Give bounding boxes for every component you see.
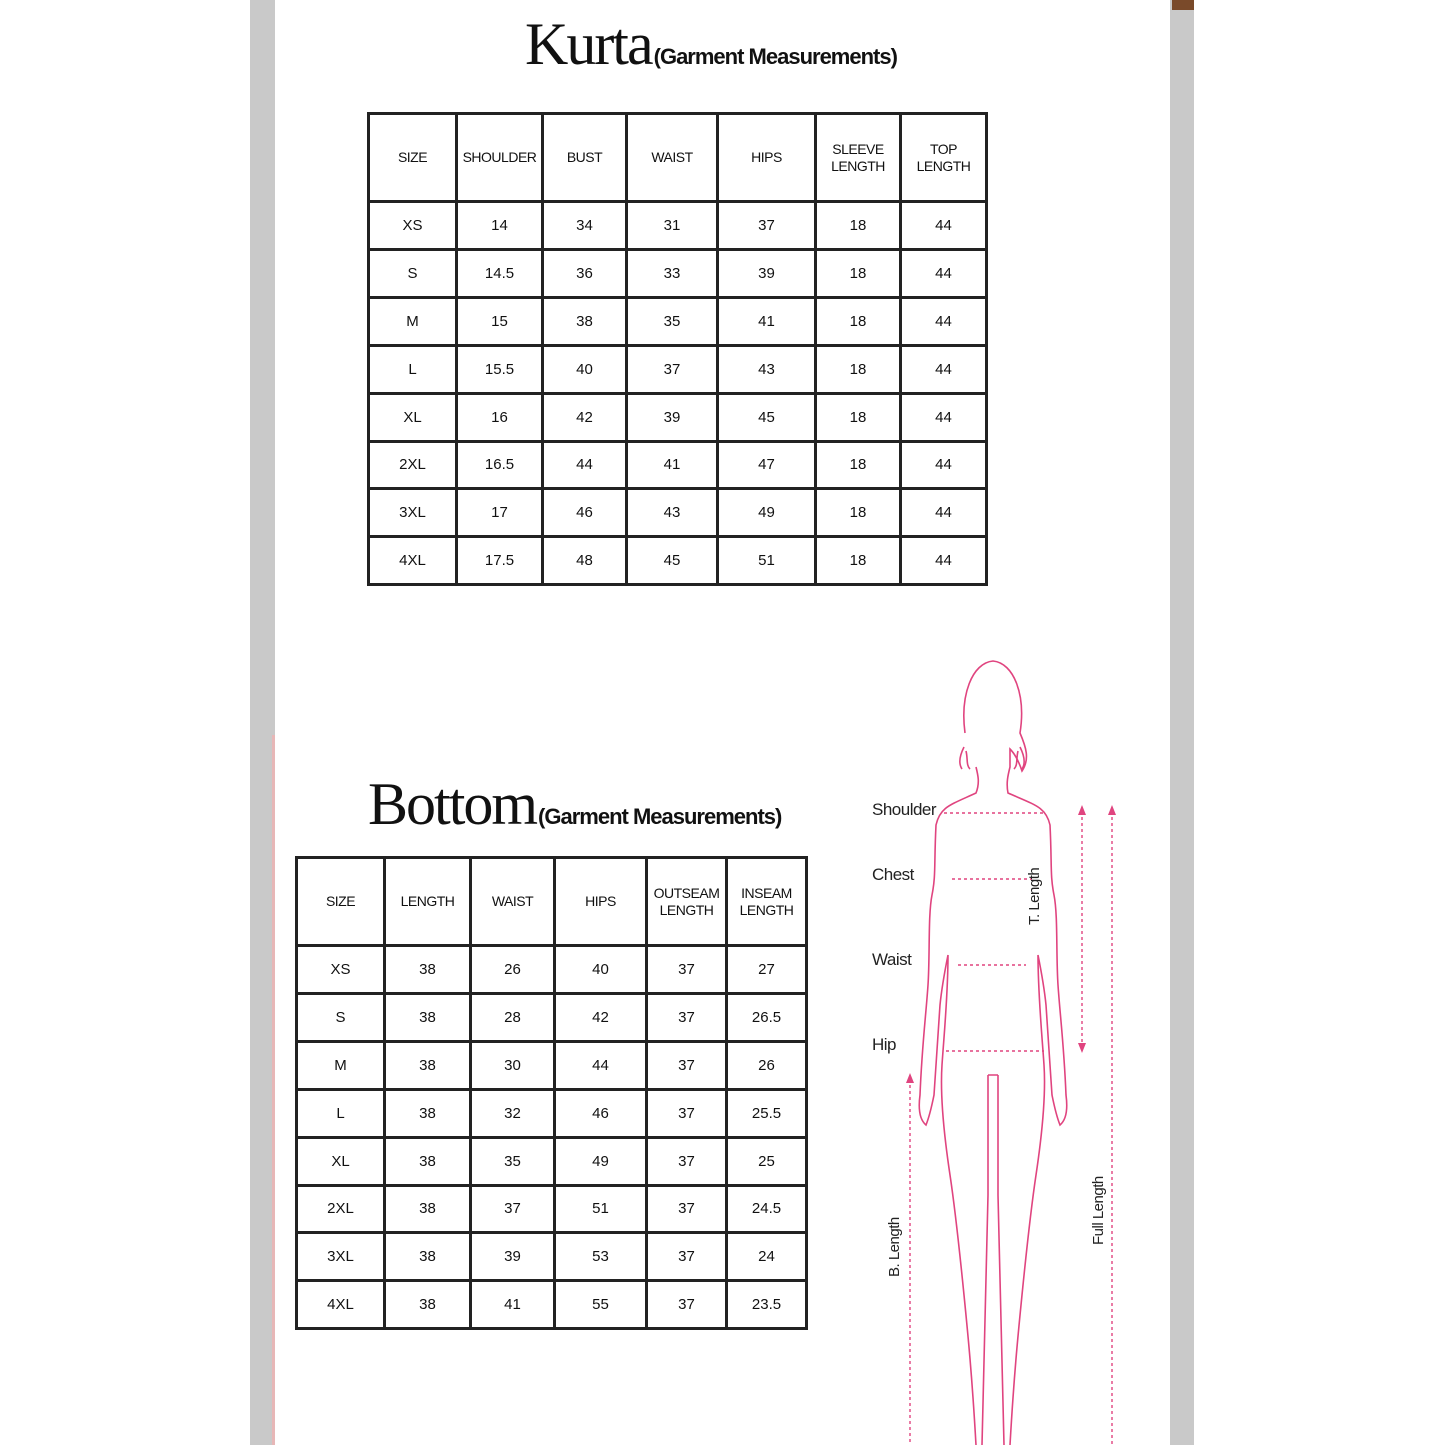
kurta-cell: 34 <box>543 202 627 250</box>
kurta-cell: 42 <box>543 393 627 441</box>
bottom-cell: 30 <box>471 1042 555 1090</box>
label-full-length: Full Length <box>1090 1176 1107 1245</box>
kurta-cell: 45 <box>718 393 816 441</box>
corner-chip <box>1172 0 1194 10</box>
bottom-title <box>368 770 781 839</box>
table-row <box>297 1042 807 1090</box>
bottom-cell: 38 <box>385 1185 471 1233</box>
bottom-cell: 37 <box>647 1281 727 1329</box>
inner-leg-outline <box>982 1075 1004 1445</box>
kurta-cell: 43 <box>627 489 718 537</box>
left-accent-line <box>272 735 275 1445</box>
kurta-cell: 43 <box>718 345 816 393</box>
kurta-cell: L <box>369 345 457 393</box>
kurta-cell: 46 <box>543 489 627 537</box>
bottom-cell: 26.5 <box>727 994 807 1042</box>
bottom-title-text: Bottom <box>368 771 537 837</box>
kurta-cell: 17 <box>457 489 543 537</box>
table-row <box>369 489 987 537</box>
bottom-cell: 55 <box>555 1281 647 1329</box>
bottom-cell: 25.5 <box>727 1089 807 1137</box>
kurta-cell: 2XL <box>369 441 457 489</box>
kurta-cell: 31 <box>627 202 718 250</box>
label-chest: Chest <box>872 865 914 884</box>
label-waist: Waist <box>872 950 912 969</box>
bottom-cell: 23.5 <box>727 1281 807 1329</box>
kurta-cell: 51 <box>718 537 816 585</box>
bottom-cell: 46 <box>555 1089 647 1137</box>
kurta-cell: 15 <box>457 298 543 346</box>
kurta-cell: 18 <box>816 489 901 537</box>
bottom-cell: 3XL <box>297 1233 385 1281</box>
kurta-cell: 37 <box>718 202 816 250</box>
label-t-length: T. Length <box>1026 867 1043 925</box>
bottom-cell: 38 <box>385 1281 471 1329</box>
kurta-header-cell: SLEEVE LENGTH <box>816 114 901 202</box>
kurta-cell: 41 <box>627 441 718 489</box>
body-measurement-figure <box>860 655 1160 1445</box>
bottom-header-row <box>297 858 807 946</box>
kurta-title-text: Kurta <box>525 11 652 77</box>
kurta-cell: 18 <box>816 345 901 393</box>
bottom-subtitle: (Garment Measurements) <box>538 804 782 829</box>
kurta-cell: 48 <box>543 537 627 585</box>
label-hip: Hip <box>872 1035 897 1054</box>
kurta-cell: 14.5 <box>457 250 543 298</box>
bottom-cell: 38 <box>385 1042 471 1090</box>
bottom-size-table <box>295 856 808 1330</box>
table-row <box>369 250 987 298</box>
kurta-cell: 44 <box>901 298 987 346</box>
bottom-header-cell: SIZE <box>297 858 385 946</box>
kurta-header-cell: SHOULDER <box>457 114 543 202</box>
kurta-cell: 33 <box>627 250 718 298</box>
table-row <box>297 1185 807 1233</box>
bottom-cell: 41 <box>471 1281 555 1329</box>
kurta-cell: 39 <box>718 250 816 298</box>
kurta-header-row <box>369 114 987 202</box>
bottom-cell: 25 <box>727 1137 807 1185</box>
bottom-cell: 37 <box>647 1185 727 1233</box>
bottom-cell: 37 <box>647 946 727 994</box>
kurta-header-cell: BUST <box>543 114 627 202</box>
bottom-header-cell: OUTSEAM LENGTH <box>647 858 727 946</box>
kurta-cell: 3XL <box>369 489 457 537</box>
bottom-cell: XS <box>297 946 385 994</box>
bottom-cell: 37 <box>647 1042 727 1090</box>
kurta-cell: 41 <box>718 298 816 346</box>
kurta-cell: 44 <box>901 441 987 489</box>
kurta-cell: XS <box>369 202 457 250</box>
figure-outline-group <box>919 661 1067 1445</box>
b-length-arrow-top <box>906 1073 914 1083</box>
bottom-cell: 38 <box>385 1089 471 1137</box>
kurta-cell: 15.5 <box>457 345 543 393</box>
table-row <box>297 994 807 1042</box>
kurta-header-cell: HIPS <box>718 114 816 202</box>
bottom-cell: 24 <box>727 1233 807 1281</box>
kurta-cell: 38 <box>543 298 627 346</box>
kurta-cell: 44 <box>901 393 987 441</box>
kurta-cell: 18 <box>816 537 901 585</box>
bottom-header-cell: LENGTH <box>385 858 471 946</box>
bottom-cell: S <box>297 994 385 1042</box>
kurta-cell: S <box>369 250 457 298</box>
bottom-cell: 24.5 <box>727 1185 807 1233</box>
table-row <box>369 537 987 585</box>
bottom-cell: M <box>297 1042 385 1090</box>
bottom-cell: L <box>297 1089 385 1137</box>
bottom-header-cell: WAIST <box>471 858 555 946</box>
kurta-cell: 18 <box>816 393 901 441</box>
bottom-cell: 37 <box>647 1233 727 1281</box>
kurta-cell: 16.5 <box>457 441 543 489</box>
kurta-header-cell: SIZE <box>369 114 457 202</box>
bottom-cell: 53 <box>555 1233 647 1281</box>
kurta-cell: 18 <box>816 250 901 298</box>
body-left-outline <box>919 767 978 1445</box>
bottom-cell: 51 <box>555 1185 647 1233</box>
table-row <box>369 345 987 393</box>
bottom-cell: 37 <box>647 1089 727 1137</box>
bottom-cell: 35 <box>471 1137 555 1185</box>
kurta-cell: 39 <box>627 393 718 441</box>
kurta-cell: 47 <box>718 441 816 489</box>
bottom-cell: XL <box>297 1137 385 1185</box>
kurta-cell: 44 <box>901 202 987 250</box>
label-shoulder: Shoulder <box>872 800 937 819</box>
bottom-cell: 38 <box>385 1137 471 1185</box>
kurta-cell: 4XL <box>369 537 457 585</box>
bottom-cell: 4XL <box>297 1281 385 1329</box>
kurta-cell: 36 <box>543 250 627 298</box>
bottom-cell: 44 <box>555 1042 647 1090</box>
kurta-title <box>525 10 897 79</box>
kurta-header-cell: TOP LENGTH <box>901 114 987 202</box>
label-b-length: B. Length <box>886 1217 903 1277</box>
table-row <box>297 1281 807 1329</box>
right-gray-border <box>1170 0 1194 1445</box>
kurta-cell: 44 <box>901 250 987 298</box>
kurta-cell: 18 <box>816 202 901 250</box>
kurta-cell: 44 <box>543 441 627 489</box>
bottom-cell: 37 <box>647 994 727 1042</box>
kurta-size-table <box>367 112 988 586</box>
kurta-cell: 18 <box>816 298 901 346</box>
kurta-cell: 44 <box>901 345 987 393</box>
bottom-cell: 37 <box>647 1137 727 1185</box>
bottom-cell: 49 <box>555 1137 647 1185</box>
hair-tips <box>960 747 1024 769</box>
measure-lines <box>910 811 1112 1445</box>
bottom-header-cell: HIPS <box>555 858 647 946</box>
kurta-cell: 35 <box>627 298 718 346</box>
table-row <box>297 1233 807 1281</box>
hair-outline <box>964 661 1067 1445</box>
t-length-arrow-bottom <box>1078 1043 1086 1053</box>
bottom-cell: 26 <box>727 1042 807 1090</box>
table-row <box>369 202 987 250</box>
bottom-cell: 26 <box>471 946 555 994</box>
kurta-cell: 16 <box>457 393 543 441</box>
table-row <box>369 298 987 346</box>
kurta-cell: 18 <box>816 441 901 489</box>
bottom-header-cell: INSEAM LENGTH <box>727 858 807 946</box>
kurta-cell: 17.5 <box>457 537 543 585</box>
kurta-header-cell: WAIST <box>627 114 718 202</box>
full-length-arrow-top <box>1108 805 1116 815</box>
bottom-cell: 38 <box>385 946 471 994</box>
bottom-cell: 38 <box>385 994 471 1042</box>
kurta-subtitle: (Garment Measurements) <box>653 44 897 69</box>
bottom-cell: 42 <box>555 994 647 1042</box>
bottom-cell: 27 <box>727 946 807 994</box>
bottom-cell: 38 <box>385 1233 471 1281</box>
table-row <box>297 1137 807 1185</box>
table-row <box>297 946 807 994</box>
bottom-cell: 37 <box>471 1185 555 1233</box>
kurta-cell: 49 <box>718 489 816 537</box>
kurta-cell: 44 <box>901 537 987 585</box>
table-row <box>297 1089 807 1137</box>
kurta-cell: XL <box>369 393 457 441</box>
bottom-cell: 32 <box>471 1089 555 1137</box>
bottom-cell: 2XL <box>297 1185 385 1233</box>
kurta-cell: 37 <box>627 345 718 393</box>
t-length-arrow-top <box>1078 805 1086 815</box>
kurta-cell: 44 <box>901 489 987 537</box>
table-row <box>369 393 987 441</box>
kurta-cell: 14 <box>457 202 543 250</box>
kurta-cell: 40 <box>543 345 627 393</box>
kurta-cell: M <box>369 298 457 346</box>
bottom-cell: 39 <box>471 1233 555 1281</box>
table-row <box>369 441 987 489</box>
kurta-cell: 45 <box>627 537 718 585</box>
bottom-cell: 40 <box>555 946 647 994</box>
body-outline <box>860 655 1160 1445</box>
bottom-cell: 28 <box>471 994 555 1042</box>
